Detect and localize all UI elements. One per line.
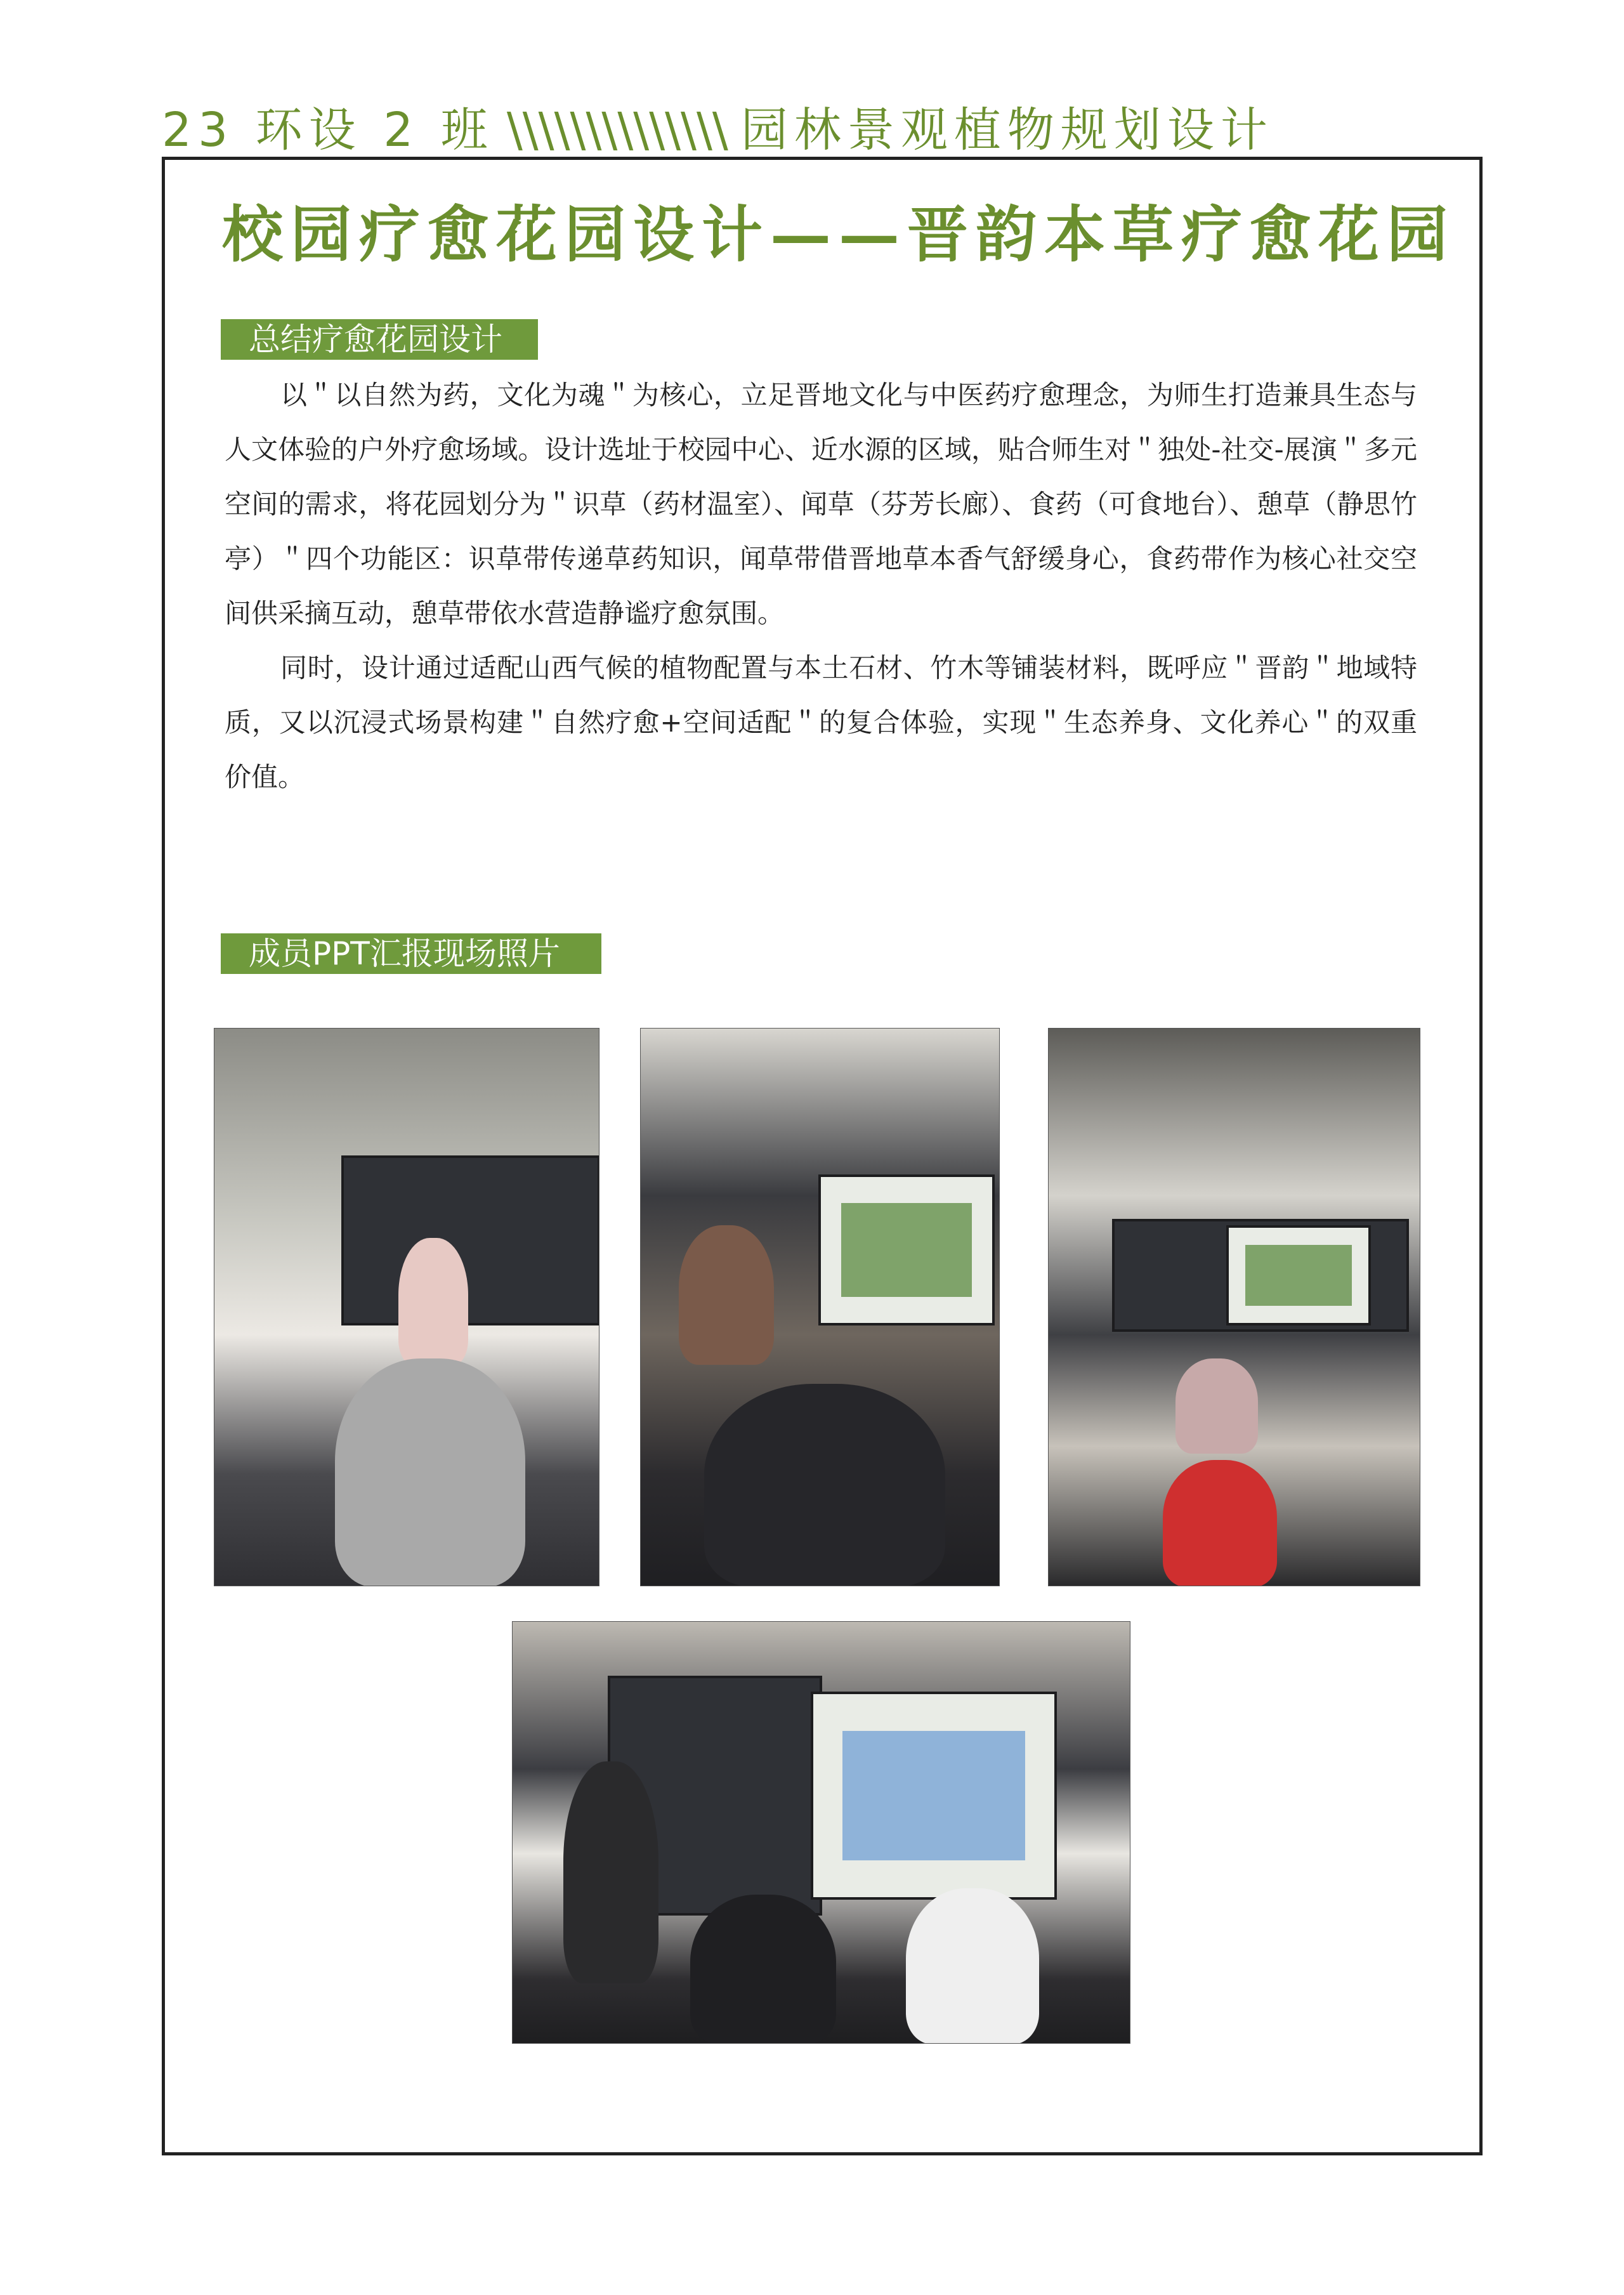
slide-image (1245, 1245, 1351, 1306)
audience-member (704, 1384, 945, 1586)
presentation-photo-3 (1048, 1028, 1420, 1586)
presentation-photo-1 (214, 1028, 599, 1586)
presentation-photo-2 (640, 1028, 1000, 1586)
slide-image (841, 1203, 971, 1296)
presentation-photo-4 (512, 1621, 1130, 2044)
summary-paragraph-2 (225, 641, 1417, 805)
class-name: 23 环设 2 班 (162, 103, 494, 157)
slide-image (842, 1731, 1026, 1861)
header-slashes: \\\\\\\\\\\\\\ (506, 103, 728, 157)
page-header (162, 95, 1274, 165)
paragraph-text: 同时，设计通过适配山西气候的植物配置与本土石材、竹木等铺装材料，既呼应＂晋韵＂地域特质，又以沉浸式场景构建＂自然疗愈+空间适配＂的复合体验，实现＂生态养身、文化养心＂的双重价值。 (225, 652, 1417, 792)
presenter (679, 1225, 774, 1365)
audience-member (335, 1358, 525, 1586)
page-title: 校园疗愈花园设计——晋韵本草疗愈花园 (222, 199, 1455, 270)
projection-screen (818, 1174, 995, 1325)
blackboard (341, 1155, 599, 1325)
projection-screen (1226, 1225, 1371, 1325)
audience-member (1175, 1358, 1258, 1454)
audience-member (690, 1895, 836, 2044)
course-name: 园林景观植物规划设计 (740, 103, 1274, 157)
section-label-summary: 总结疗愈花园设计 (221, 319, 538, 360)
projection-screen (811, 1692, 1057, 1900)
section-label-photos: 成员PPT汇报现场照片 (221, 933, 601, 974)
audience-member (906, 1888, 1039, 2044)
presenter (563, 1761, 658, 1983)
paragraph-text: 以＂以自然为药，文化为魂＂为核心，立足晋地文化与中医药疗愈理念，为师生打造兼具生态与人文体验的户外疗愈场域。设计选址于校园中心、近水源的区域，贴合师生对＂独处-社交-展演＂多元空间的需求，将花园划分为＂识草（药材温室）、闻草（芬芳长廊）、食药（可食地台）、憩草（静思竹亭）＂四个功能区：识草带传递草药知识，闻草带借晋地草本香气舒缓身心，食药带作为核心社交空间供采摘互动，憩草带依水营造静谧疗愈氛围。 (225, 379, 1417, 629)
presenter (398, 1238, 468, 1365)
summary-paragraph-1 (225, 368, 1417, 641)
red-chair (1163, 1460, 1277, 1586)
